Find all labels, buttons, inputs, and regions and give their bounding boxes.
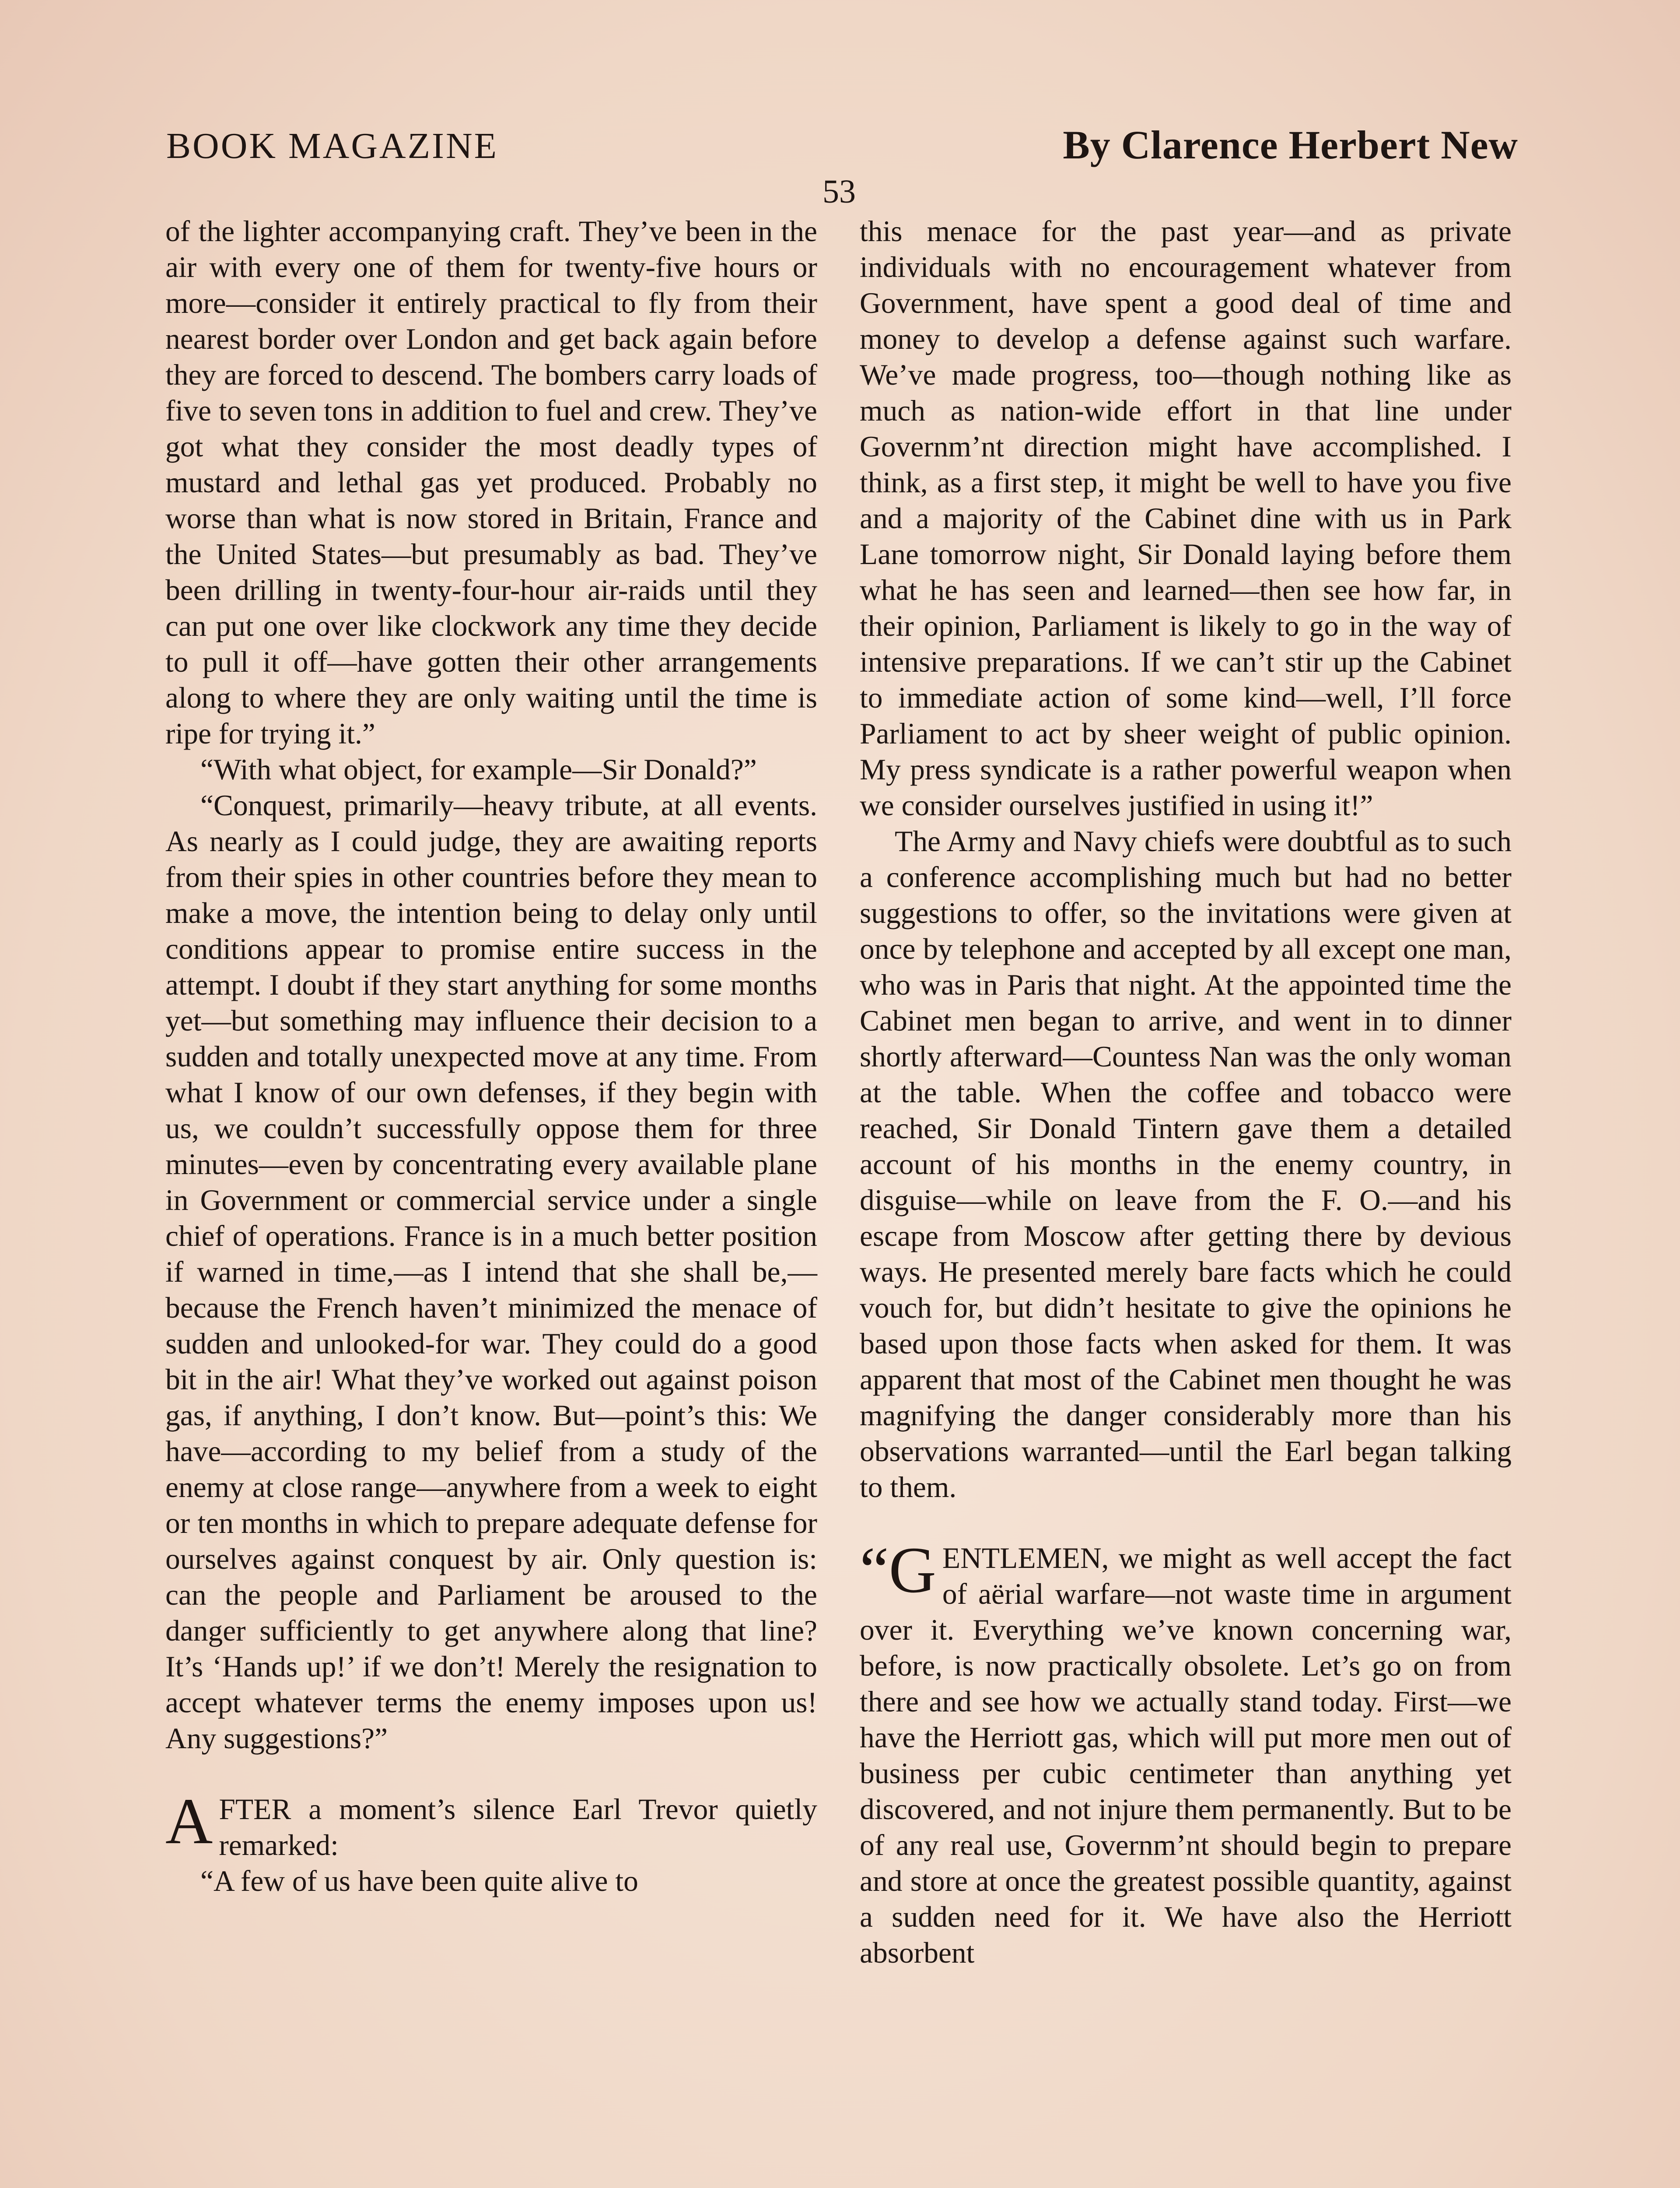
paragraph [860, 1534, 1512, 1971]
left-column [165, 214, 817, 1899]
right-column [860, 214, 1512, 1971]
paragraph: of the lighter accompanying craft. They’ve been in the air with every one of them for twenty-five hours or more—consider it entirely practical to fly from their nearest border over London and get back again before they are forced to descend. The bombers carry loads of five to seven tons in addition to fuel and crew. They’ve got what they consider the most deadly types of mustard and lethal gas yet produced. Probably no worse than what is now stored in Britain, France and the United States—but presumably as bad. They’ve been drilling in twenty-four-hour air-raids until they can put one over like clockwork any time they decide to pull it off—have gotten their other arrangements along to where they are only waiting until the time is ripe for trying it.” [165, 215, 817, 750]
paragraph: “Conquest, primarily—heavy tribute, at all events. As nearly as I could judge, they are awaiting reports from their spies in other countries before they mean to make a move, the intention being to delay only until conditions appear to promise entire success in the attempt. I doubt if they start anything for some months yet—but something may influence their decision to a sudden and totally unexpected move at any time. From what I know of our own defenses, if they begin with us, we couldn’t successfully oppose them for three minutes—even by concentrating every available plane in Government or commercial service under a single chief of operations. France is in a much better position if warned in time,—as I intend that she shall be,—because the French haven’t minimized the menace of sudden and unlooked-for war. They could do a good bit in the air! What they’ve worked out against poison gas, if anything, I don’t know. But—point’s this: We have—according to my belief from a study of the enemy at close range—anywhere from a week to eight or ten months in which to prepare adequate defense for ourselves against conquest by air. Only question is: can the people and Parliament be aroused to the danger sufficiently to get anywhere along that line? It’s ‘Hands up!’ if we don’t! Merely the resignation to accept whatever terms the enemy imposes upon us! Any suggestions?” [165, 789, 817, 1755]
paragraph: this menace for the past year—and as private individuals with no encouragement whatever from Government, have spent a good deal of time and money to develop a defense against such warfare. We’ve made progress, too—though nothing like as much as nation-wide effort in that line under Governm’nt direction might have accomplished. I think, as a first step, it might be well to have you five and a majority of the Cabinet dine with us in Park Lane tomorrow night, Sir Donald laying before them what he has seen and learned—then see how far, in their opinion, Parliament is likely to go in the way of intensive preparations. If we can’t stir up the Cabinet to immediate action of some kind—well, I’ll force Parliament to act by sheer weight of public opinion. My press syndicate is a rather powerful weapon when we consider ourselves justified in using it!” [860, 215, 1512, 822]
paragraph: “A few of us have been quite alive to [200, 1865, 638, 1897]
magazine-title: BOOK MAGAZINE [166, 126, 498, 166]
drop-cap-letter: G [889, 1534, 936, 1606]
drop-cap: A [165, 1785, 213, 1858]
paragraph: The Army and Navy chiefs were doubtful as to such a conference accomplishing much but had no better suggestions to offer, so the invitations were given at once by telephone and accepted by all except one man, who was in Paris that night. At the appointed time the Cabinet men began to arrive, and went in to dinner shortly afterward—Countess Nan was the only woman at the table. When the coffee and tobacco were reached, Sir Donald Tintern gave them a detailed account of his months in the enemy country, in disguise—while on leave from the F. O.—and his escape from Moscow after getting there by devious ways. He presented merely bare facts which he could vouch for, but didn’t hesitate to give the opinions he based upon those facts when asked for them. It was apparent that most of the Cabinet men thought he was magnifying the danger considerably more than his observations warranted—until the Earl began talking to them. [860, 825, 1512, 1504]
paragraph [165, 1785, 817, 1863]
paragraph-text: FTER a moment’s silence Earl Trevor quietly remarked: [219, 1793, 817, 1862]
section-break [860, 1534, 1512, 1971]
paragraph-text: ENTLEMEN, we might as well accept the fact of aërial warfare—not waste time in argument over it. Everything we’ve known concerning war, before, is now practically obsolete. Let’s go on from there and see how we actually stand today. First—we have the Herriott gas, which will put more men out of business per cubic centimeter than anything yet discovered, and not injure them permanently. But to be of any real use, Governm’nt should begin to prepare and store at once the greatest possible quantity, against a sudden need for it. We have also the Herriott absorbent [860, 1542, 1512, 1969]
author-byline: By Clarence Herbert New [1063, 123, 1518, 167]
paragraph: “With what object, for example—Sir Donald?” [200, 753, 757, 786]
opening-quote: “ [860, 1534, 889, 1606]
page-number: 53 [822, 173, 856, 210]
drop-cap [860, 1534, 936, 1606]
section-break [165, 1785, 817, 1899]
